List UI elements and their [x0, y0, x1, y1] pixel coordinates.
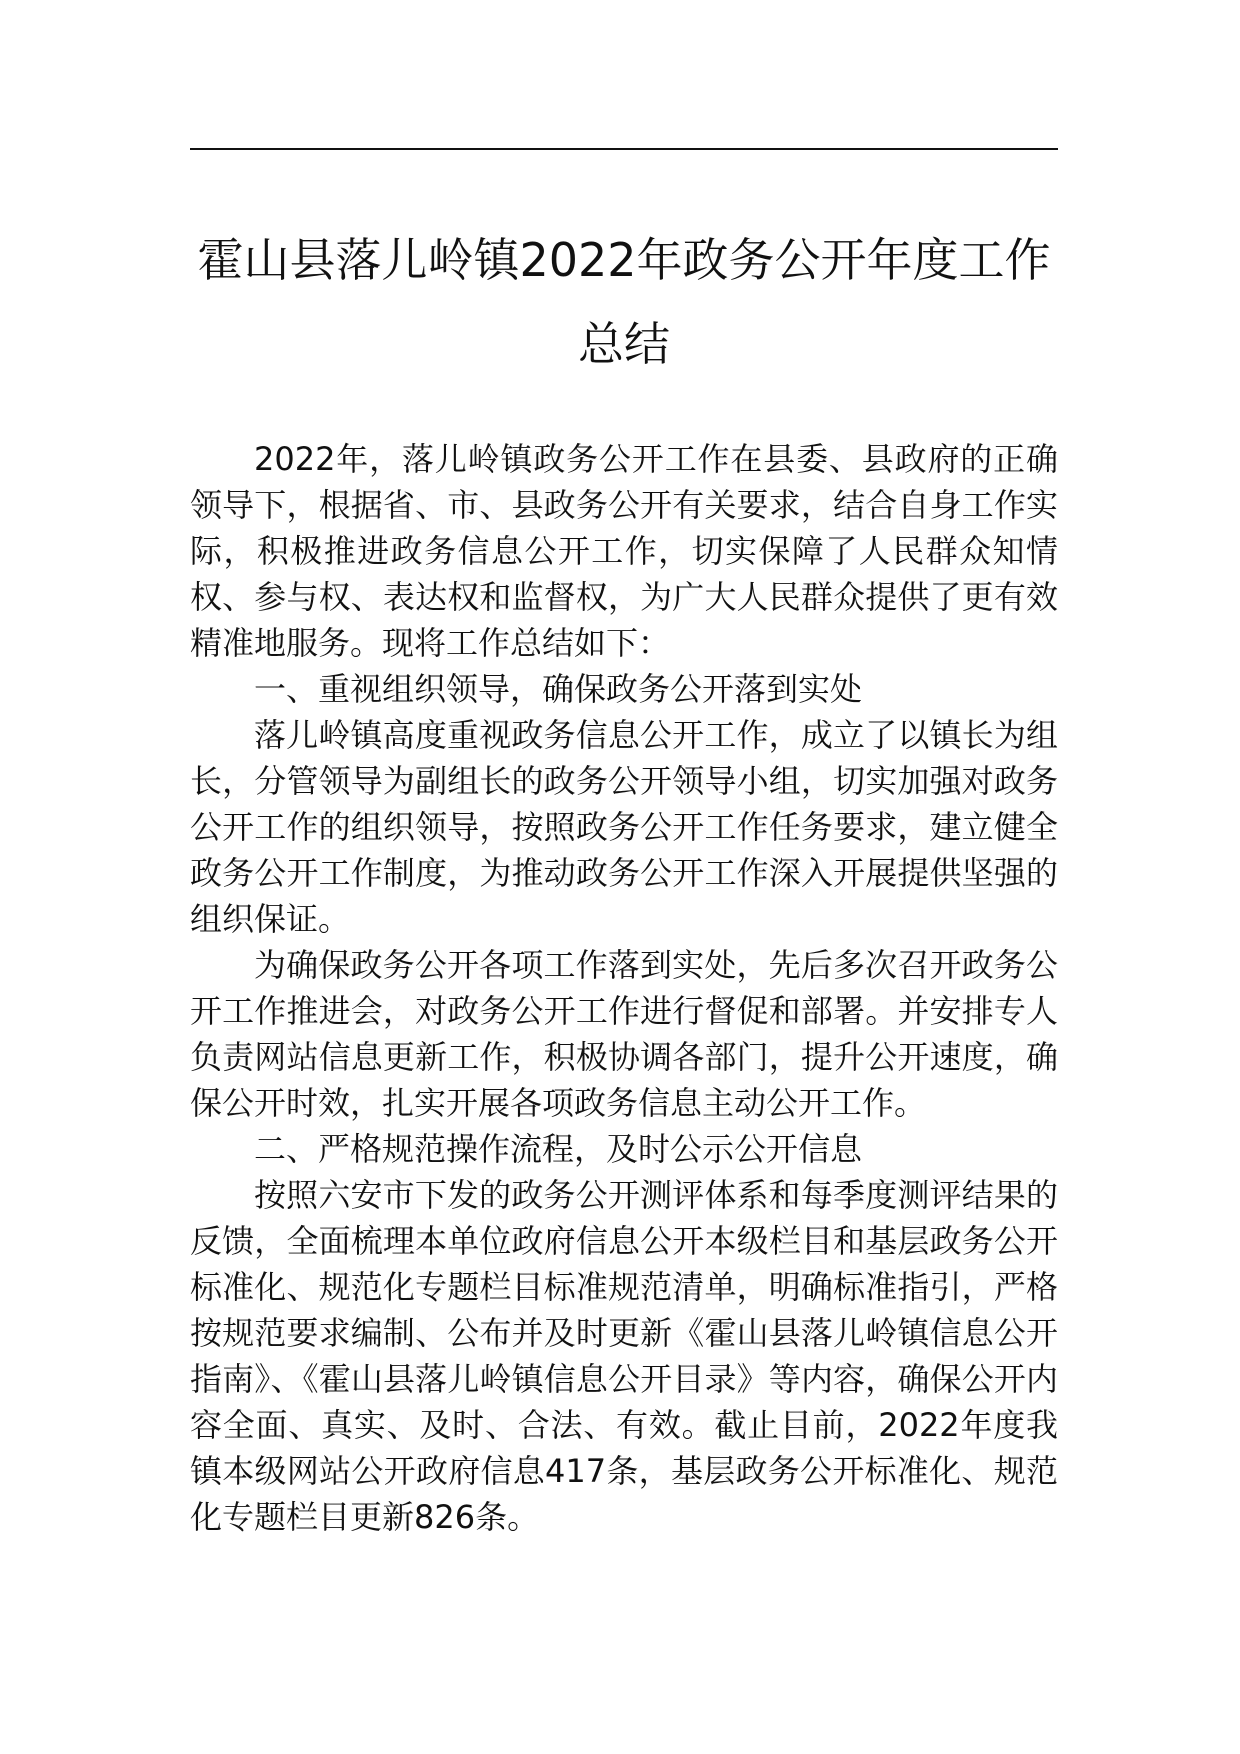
- intro-paragraph: 2022年，落儿岭镇政务公开工作在县委、县政府的正确领导下，根据省、市、县政务公开有关要求，结合自身工作实际，积极推进政务信息公开工作，切实保障了人民群众知情权、参与权、表达权和监督权，为广大人民群众提供了更有效精准地服务。现将工作总结如下：: [190, 440, 1058, 662]
- document-body: [190, 436, 1058, 1540]
- section-2-paragraph-1: 按照六安市下发的政务公开测评体系和每季度测评结果的反馈，全面梳理本单位政府信息公开本级栏目和基层政务公开标准化、规范化专题栏目标准规范清单，明确标准指引，严格按规范要求编制、公布并及时更新《霍山县落儿岭镇信息公开指南》、《霍山县落儿岭镇信息公开目录》等内容，确保公开内容全面、真实、及时、合法、有效。截止目前，2022年度我镇本级网站公开政府信息417条，基层政务公开标准化、规范化专题栏目更新826条。: [190, 1176, 1058, 1536]
- section-1-paragraph-1: 落儿岭镇高度重视政务信息公开工作，成立了以镇长为组长，分管领导为副组长的政务公开领导小组，切实加强对政务公开工作的组织领导，按照政务公开工作任务要求，建立健全政务公开工作制度，为推动政务公开工作深入开展提供坚强的组织保证。: [190, 716, 1058, 938]
- title-line-1: 霍山县落儿岭镇2022年政务公开年度工作: [197, 233, 1051, 287]
- document-title: [190, 218, 1058, 386]
- section-1-paragraph-2: 为确保政务公开各项工作落到实处，先后多次召开政务公开工作推进会，对政务公开工作进行督促和部署。并安排专人负责网站信息更新工作，积极协调各部门，提升公开速度，确保公开时效，扎实开展各项政务信息主动公开工作。: [190, 946, 1058, 1122]
- section-heading-1: 一、重视组织领导，确保政务公开落到实处: [254, 670, 863, 708]
- title-line-2: 总结: [578, 317, 670, 371]
- section-heading-2: 二、严格规范操作流程，及时公示公开信息: [254, 1130, 863, 1168]
- header-rule: [190, 148, 1058, 150]
